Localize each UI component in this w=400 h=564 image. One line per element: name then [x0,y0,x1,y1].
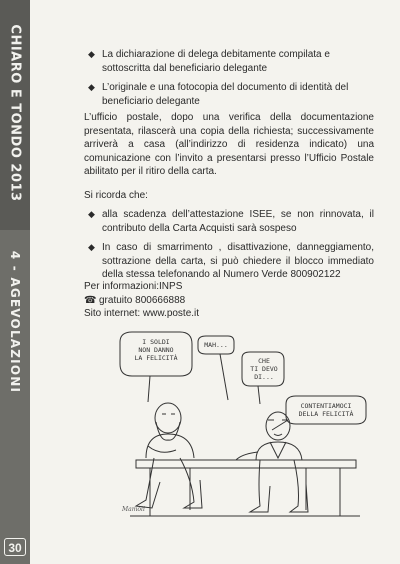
contact-block [84,280,199,321]
speech-bubble-3: CHE TI DEVO DI... [250,357,278,381]
info-line: Per informazioni:INPS [84,281,183,292]
publication-title: CHIARO E TONDO 2013 [7,24,23,202]
bullet-icon: ◆ [88,209,95,219]
artist-signature: Mamoli [122,506,145,513]
phone-icon: ☎ [84,294,97,306]
bullet-text: alla scadenza dell’attestazione ISEE, se non rinnovata, il contributo della Carta Acquisti sarà sospeso [102,209,374,234]
list-item [84,81,374,108]
reminder-intro: Si ricorda che: [84,189,148,201]
bullet-icon: ◆ [88,242,95,252]
speech-bubble-1: I SOLDI NON DANNO LA FELICITÀ [134,338,178,362]
top-bullet-block [84,48,374,114]
list-item [84,48,374,75]
body-paragraph: L’ufficio postale, dopo una verifica della documentazione presentata, rilascerà una copia della richiesta; successivamente arriverà a casa (all’indirizzo di residenza indicato) una comunicazione con l’invito a presentarsi presso l’Ufficio Postale abilitato per il ritiro della carta. [84,112,374,177]
bullet-list [84,48,374,108]
phone-number: gratuito 800666888 [99,294,186,306]
speech-bubble-4: CONTENTIAMOCI DELLA FELICITÀ [298,402,354,418]
section-title: 4 - AGEVOLAZIONI [8,250,22,394]
bullet-text: La dichiarazione di delega debitamente compilata e sottoscritta dal beneficiario delegante [102,49,330,74]
reminder-list [84,208,374,282]
bullet-text: In caso di smarrimento , disattivazione, danneggiamento, sottrazione della carta, si può chiedere il blocco immediato della stessa telefonando al Numero Verde 800902122 [102,242,374,280]
list-item [84,241,374,282]
list-item [84,208,374,235]
main-text-block [84,111,374,288]
website-line: Sito internet: www.poste.it [84,308,200,319]
speech-bubble-2: MAH... [204,341,228,349]
bullet-icon: ◆ [88,49,95,59]
cartoon-illustration [110,330,380,530]
page-number: 30 [4,538,26,556]
phone-line [84,294,199,308]
bullet-text: L’originale e una fotocopia del documento di identità del beneficiario delegante [102,82,349,107]
bullet-icon: ◆ [88,82,95,92]
